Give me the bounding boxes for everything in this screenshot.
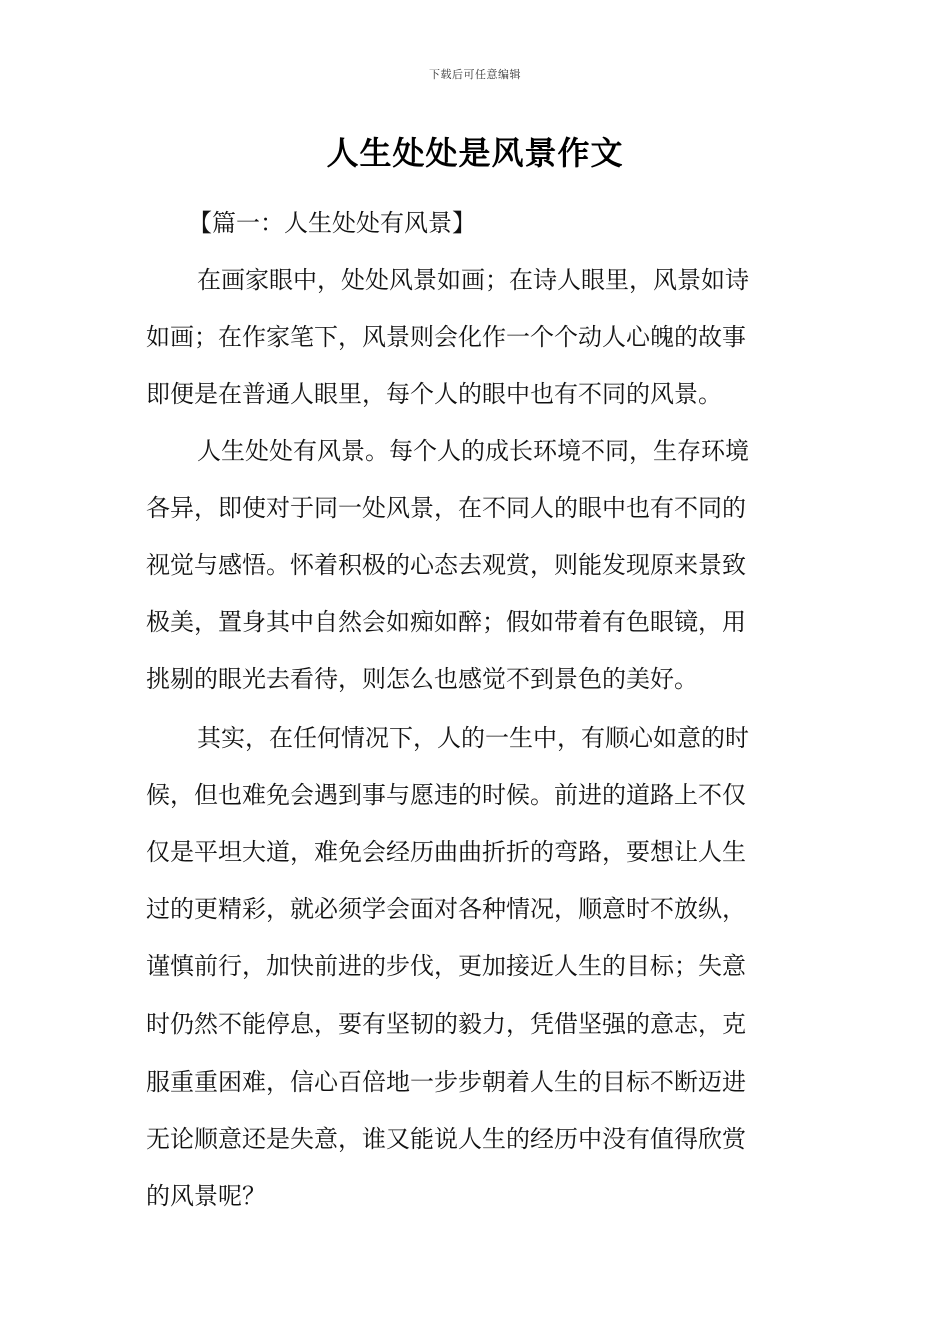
body-line: 其实，在任何情况下，人的一生中，有顺心如意的时: [197, 724, 749, 752]
body-line: 谨慎前行，加快前进的步伐，更加接近人生的目标；失意: [146, 952, 746, 980]
body-line: 无论顺意还是失意，谁又能说人生的经历中没有值得欣赏: [146, 1125, 746, 1153]
body-line: 各异，即使对于同一处风景，在不同人的眼中也有不同的: [146, 494, 746, 522]
body-line: 即便是在普通人眼里，每个人的眼中也有不同的风景。: [146, 380, 722, 408]
body-line: 极美，置身其中自然会如痴如醉；假如带着有色眼镜，用: [146, 608, 746, 636]
body-line: 时仍然不能停息，要有坚韧的毅力，凭借坚强的意志，克: [146, 1010, 746, 1038]
body-line: 过的更精彩，就必须学会面对各种情况，顺意时不放纵，: [146, 895, 746, 923]
body-line: 服重重困难，信心百倍地一步步朝着人生的目标不断迈进: [146, 1068, 746, 1096]
body-line: 仅是平坦大道，难免会经历曲曲折折的弯路，要想让人生: [146, 838, 746, 866]
body-line: 如画；在作家笔下，风景则会化作一个个动人心魄的故事: [146, 323, 746, 351]
body-line: 在画家眼中，处处风景如画；在诗人眼里，风景如诗: [197, 266, 749, 294]
body-line: 的风景呢？: [146, 1182, 266, 1210]
body-line: 候，但也难免会遇到事与愿违的时候。前进的道路上不仅: [146, 781, 746, 809]
body-line: 人生处处有风景。每个人的成长环境不同，生存环境: [197, 437, 749, 465]
header-note: 下载后可任意编辑: [429, 68, 521, 81]
body-line: 视觉与感悟。怀着积极的心态去观赏，则能发现原来景致: [146, 551, 746, 579]
section-heading: 【篇一：人生处处有风景】: [188, 209, 476, 237]
page-title: 人生处处是风景作文: [326, 134, 624, 172]
body-line: 挑剔的眼光去看待，则怎么也感觉不到景色的美好。: [146, 665, 698, 693]
